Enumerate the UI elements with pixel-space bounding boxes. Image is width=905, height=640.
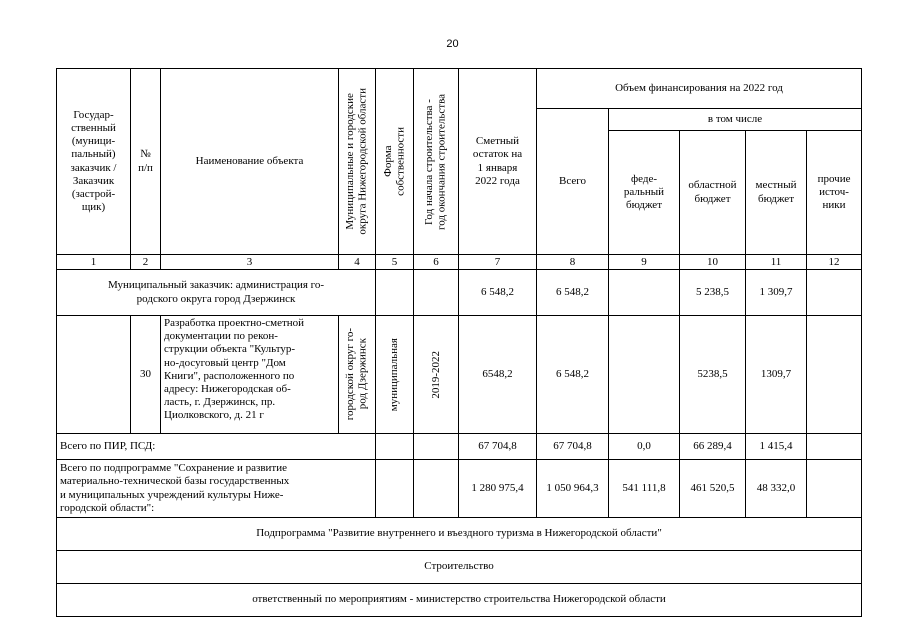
header-ownership: Форма собственности xyxy=(376,69,414,255)
balance-cell: 67 704,8 xyxy=(459,434,537,460)
empty-cell xyxy=(376,434,414,460)
subprogram-heading-row xyxy=(57,518,862,551)
regional-cell: 5 238,5 xyxy=(680,270,746,316)
balance-cell: 6548,2 xyxy=(459,316,537,434)
pir-total-label: Всего по ПИР, ПСД: xyxy=(57,434,376,460)
local-cell: 1309,7 xyxy=(746,316,807,434)
empty-cell xyxy=(414,460,459,518)
header-total: Всего xyxy=(537,109,609,255)
col-num: 9 xyxy=(609,255,680,270)
federal-cell: 541 111,8 xyxy=(609,460,680,518)
header-regional: областной бюджет xyxy=(680,131,746,255)
total-cell: 1 050 964,3 xyxy=(537,460,609,518)
total-cell: 6 548,2 xyxy=(537,270,609,316)
customer-row xyxy=(57,270,862,316)
pir-total-row xyxy=(57,434,862,460)
col-num: 7 xyxy=(459,255,537,270)
col-num: 10 xyxy=(680,255,746,270)
col-num: 4 xyxy=(339,255,376,270)
federal-cell: 0,0 xyxy=(609,434,680,460)
federal-cell xyxy=(609,316,680,434)
col-num: 8 xyxy=(537,255,609,270)
col-num: 1 xyxy=(57,255,131,270)
subprogram-total-row xyxy=(57,460,862,518)
page-number: 20 xyxy=(446,38,459,50)
regional-cell: 5238,5 xyxy=(680,316,746,434)
local-cell: 1 415,4 xyxy=(746,434,807,460)
financing-table xyxy=(56,68,862,617)
project-row xyxy=(57,316,862,434)
col-num: 3 xyxy=(161,255,339,270)
local-cell: 1 309,7 xyxy=(746,270,807,316)
responsible-heading-row xyxy=(57,584,862,617)
subprogram-total-label: Всего по подпрограмме "Сохранение и развитие материально-технической базы государственных и муниципальных учреждений культуры Ниже- городской области": xyxy=(57,460,376,518)
subprogram-heading: Подпрограмма "Развитие внутреннего и въездного туризма в Нижегородской области" xyxy=(57,518,862,551)
regional-cell: 66 289,4 xyxy=(680,434,746,460)
other-cell xyxy=(807,434,862,460)
customer-label: Муниципальный заказчик: администрация го- родского округа город Дзержинск xyxy=(57,270,376,316)
regional-cell: 461 520,5 xyxy=(680,460,746,518)
total-cell: 6 548,2 xyxy=(537,316,609,434)
empty-cell xyxy=(414,270,459,316)
col-num: 5 xyxy=(376,255,414,270)
total-cell: 67 704,8 xyxy=(537,434,609,460)
header-federal: феде- ральный бюджет xyxy=(609,131,680,255)
col-num: 2 xyxy=(131,255,161,270)
header-object-name: Наименование объекта xyxy=(161,69,339,255)
header-municipality: Муниципальные и городские округа Нижегородской области xyxy=(339,69,376,255)
col-num: 12 xyxy=(807,255,862,270)
header-funding: Объем финансирования на 2022 год xyxy=(537,69,862,109)
empty-cell xyxy=(414,434,459,460)
header-including: в том числе xyxy=(609,109,862,131)
other-cell xyxy=(807,460,862,518)
project-municipality: городской округ го- род Дзержинск xyxy=(339,316,376,434)
header-row-1 xyxy=(57,69,862,109)
empty-cell xyxy=(376,270,414,316)
header-local: местный бюджет xyxy=(746,131,807,255)
column-number-row xyxy=(57,255,862,270)
header-customer: Государ- ственный (муници- пальный) заказчик / Заказчик (застрой- щик) xyxy=(57,69,131,255)
responsible-heading: ответственный по мероприятиям - министерство строительства Нижегородской области xyxy=(57,584,862,617)
col-num: 6 xyxy=(414,255,459,270)
other-cell xyxy=(807,270,862,316)
construction-heading-row xyxy=(57,551,862,584)
header-balance: Сметный остаток на 1 января 2022 года xyxy=(459,69,537,255)
balance-cell: 1 280 975,4 xyxy=(459,460,537,518)
project-name: Разработка проектно-сметной документации по рекон- струкции объекта "Культур- но-досуговый центр "Дом Книги", расположенного по адресу: Нижегородская об- ласть, г. Дзержинск, пр. Циолковского, д. 21 г xyxy=(161,316,339,434)
construction-heading: Строительство xyxy=(57,551,862,584)
project-number: 30 xyxy=(131,316,161,434)
project-years: 2019-2022 xyxy=(414,316,459,434)
balance-cell: 6 548,2 xyxy=(459,270,537,316)
header-years: Год начала строительства - год окончания строительства xyxy=(414,69,459,255)
empty-cell xyxy=(376,460,414,518)
federal-cell xyxy=(609,270,680,316)
local-cell: 48 332,0 xyxy=(746,460,807,518)
other-cell xyxy=(807,316,862,434)
header-other: прочие источ- ники xyxy=(807,131,862,255)
header-num: № п/п xyxy=(131,69,161,255)
col-num: 11 xyxy=(746,255,807,270)
project-ownership: муниципальная xyxy=(376,316,414,434)
empty-cell xyxy=(57,316,131,434)
